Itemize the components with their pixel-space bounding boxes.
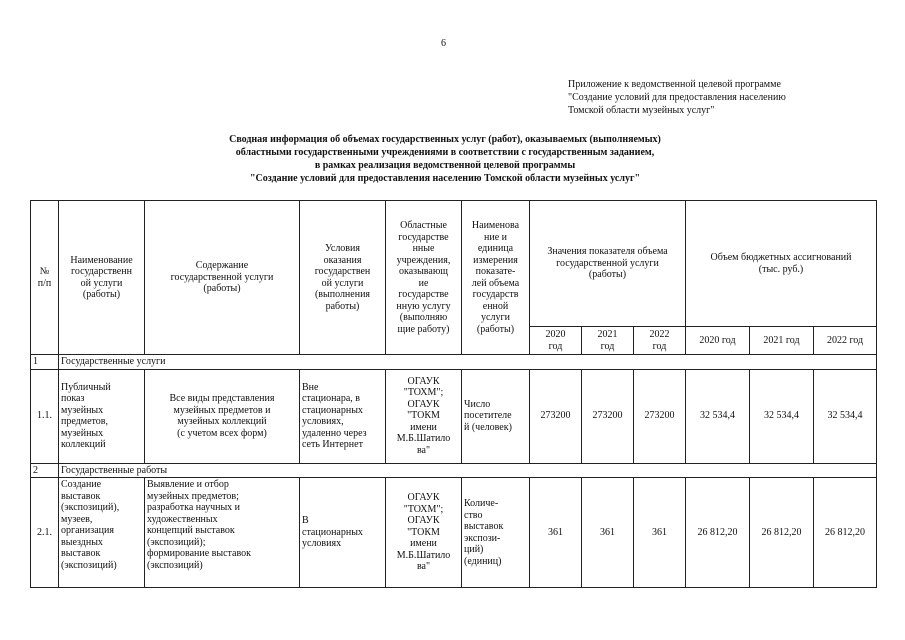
value-2021: 361	[582, 478, 634, 588]
header-budget-2022: 2022 год	[814, 327, 877, 355]
budget-2020: 26 812,20	[686, 478, 750, 588]
value-2021: 273200	[582, 369, 634, 463]
work-unit: Количе- ство выставок экспози- ций) (единиц)	[462, 478, 530, 588]
budget-2021: 26 812,20	[750, 478, 814, 588]
header-budget-2020: 2020 год	[686, 327, 750, 355]
header-name: Наименование государственн ой услуги (работы)	[59, 201, 145, 355]
row-num: 2.1.	[31, 478, 59, 588]
title-line-3: в рамках реализация ведомственной целевой программы	[314, 160, 576, 171]
work-name: Создание выставок (экспозиций), музеев, организация выездных выставок (экспозиций)	[59, 478, 145, 588]
document-title	[160, 133, 730, 185]
header-budget-2021: 2021 год	[750, 327, 814, 355]
title-line-2: областными государственными учреждениями в соответствии с государственным заданием,	[235, 147, 655, 158]
section-num: 2	[31, 463, 59, 478]
header-values-group: Значения показателя объема государственной услуги (работы)	[530, 201, 686, 327]
header-institutions: Областные государстве нные учреждения, оказывающ ие государстве нную услугу (выполняю щие работу)	[386, 201, 462, 355]
header-row	[31, 201, 877, 327]
service-name: Публичный показ музейных предметов, музейных коллекций	[59, 369, 145, 463]
service-content: Все виды представления музейных предметов и музейных коллекций (с учетом всех форм)	[145, 369, 300, 463]
budget-2022: 32 534,4	[814, 369, 877, 463]
value-2022: 273200	[634, 369, 686, 463]
service-institutions: ОГАУК "ТОХМ"; ОГАУК "ТОКМ имени М.Б.Шатило ва"	[386, 369, 462, 463]
value-2020: 273200	[530, 369, 582, 463]
title-line-4: "Создание условий для предоставления населению Томской области музейных услуг"	[249, 173, 641, 184]
header-year-2022: 2022 год	[634, 327, 686, 355]
service-unit: Число посетителе й (человек)	[462, 369, 530, 463]
budget-2022: 26 812,20	[814, 478, 877, 588]
appendix-line-1: Приложение к ведомственной целевой программе	[568, 79, 781, 90]
work-institutions: ОГАУК "ТОХМ"; ОГАУК "ТОКМ имени М.Б.Шатило ва"	[386, 478, 462, 588]
budget-2021: 32 534,4	[750, 369, 814, 463]
title-line-1: Сводная информация об объемах государственных услуг (работ), оказываемых (выполняемых)	[229, 134, 661, 145]
section-title: Государственные работы	[59, 463, 877, 478]
services-table	[30, 200, 877, 588]
budget-2020: 32 534,4	[686, 369, 750, 463]
table-row	[31, 478, 877, 588]
section-num: 1	[31, 355, 59, 370]
appendix-line-2: "Создание условий для предоставления населению	[568, 92, 786, 103]
work-content: Выявление и отбор музейных предметов; разработка научных и художественных концепций выставок (экспозиций); формирование выставок (экспозиций)	[145, 478, 300, 588]
header-conditions: Условия оказания государствен ой услуги (выполнения работы)	[300, 201, 386, 355]
section-row-works	[31, 463, 877, 478]
table-row	[31, 369, 877, 463]
work-conditions: В стационарных условиях	[300, 478, 386, 588]
header-unit: Наименова ние и единица измерения показате- лей объема государств енной услуги (работы)	[462, 201, 530, 355]
header-year-2020: 2020 год	[530, 327, 582, 355]
value-2020: 361	[530, 478, 582, 588]
service-conditions: Вне стационара, в стационарных условиях, удаленно через сеть Интернет	[300, 369, 386, 463]
appendix-note	[568, 78, 786, 117]
header-num: № п/п	[31, 201, 59, 355]
page-number: 6	[441, 38, 446, 49]
appendix-line-3: Томской области музейных услуг"	[568, 105, 715, 116]
header-content: Содержание государственной услуги (работы)	[145, 201, 300, 355]
value-2022: 361	[634, 478, 686, 588]
section-title: Государственные услуги	[59, 355, 877, 370]
row-num: 1.1.	[31, 369, 59, 463]
header-budget-group: Объем бюджетных ассигнований (тыс. руб.)	[686, 201, 877, 327]
section-row-services	[31, 355, 877, 370]
header-year-2021: 2021 год	[582, 327, 634, 355]
